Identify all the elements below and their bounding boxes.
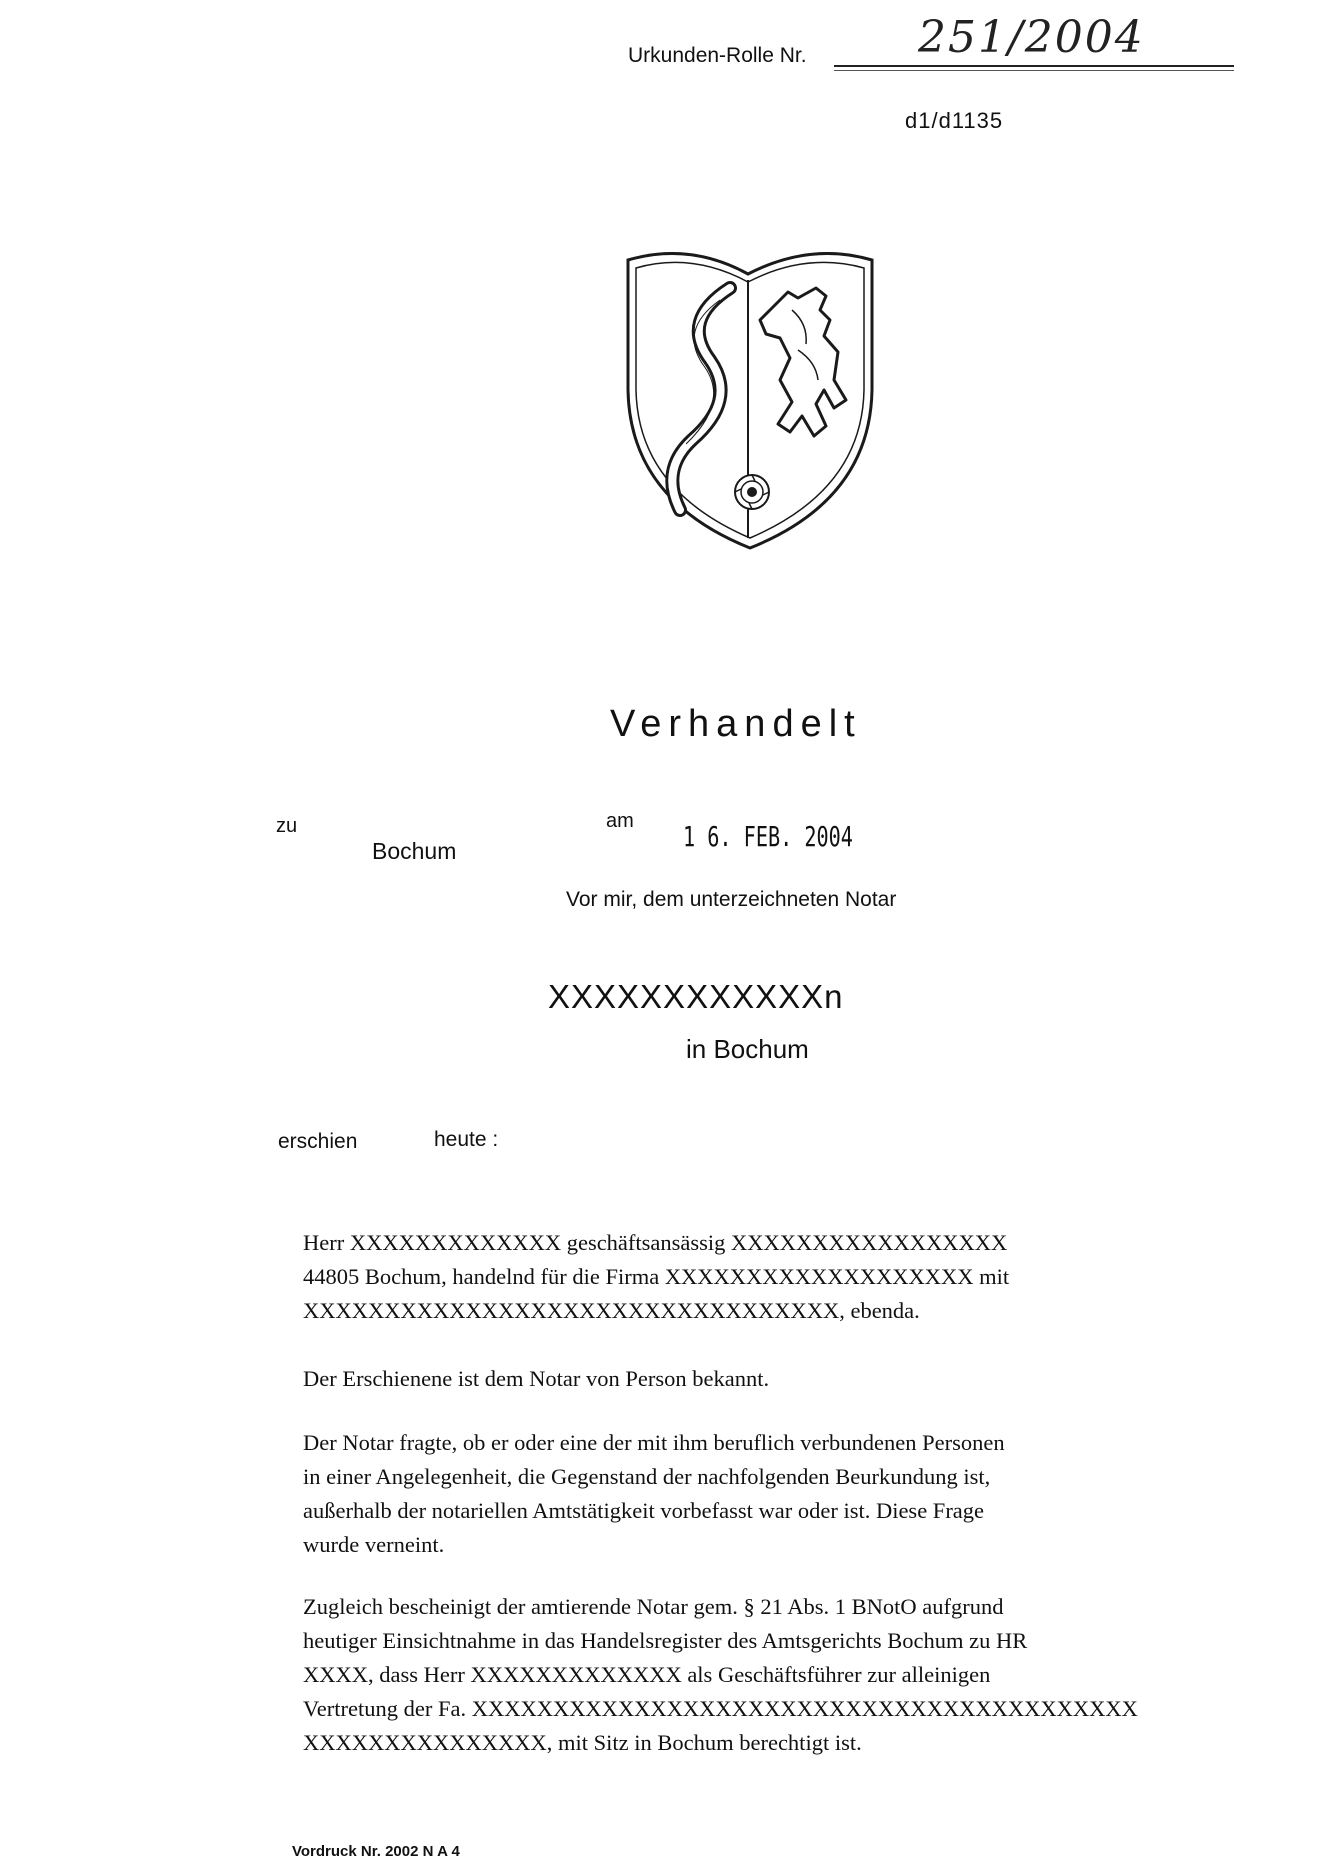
urkunden-rolle-number: 251/2004 (918, 12, 1145, 63)
text-line: außerhalb der notariellen Amtstätigkeit vorbefasst war oder ist. Diese Frage (303, 1498, 985, 1523)
paragraph-register-certificate (303, 1590, 1243, 1760)
form-number-footer: Vordruck Nr. 2002 N A 4 (292, 1843, 460, 1860)
notary-intro: Vor mir, dem unterzeichneten Notar (566, 888, 897, 911)
heute-label: heute : (434, 1128, 499, 1151)
paragraph-notary-question (303, 1426, 1243, 1562)
notary-city: in Bochum (686, 1034, 809, 1064)
document-title: Verhandelt (610, 703, 862, 745)
location-city: Bochum (372, 838, 457, 864)
text-line: XXXXXXXXXXXXXXXXXXXXXXXXXXXXXXXXX, ebenda. (303, 1298, 920, 1323)
text-line: heutiger Einsichtnahme in das Handelsregister des Amtsgerichts Bochum zu HR (303, 1628, 1028, 1653)
reference-code: d1/d1135 (905, 108, 1004, 133)
text-line: XXXX, dass Herr XXXXXXXXXXXXX als Geschäftsführer zur alleinigen (303, 1662, 991, 1687)
urkunden-rolle-underline-secondary (834, 70, 1234, 71)
text-line: 44805 Bochum, handelnd für die Firma XXXXXXXXXXXXXXXXXXX mit (303, 1264, 1010, 1289)
erschien-label: erschien (278, 1130, 358, 1153)
urkunden-rolle-label: Urkunden-Rolle Nr. (628, 44, 807, 67)
text-line: Der Notar fragte, ob er oder eine der mit ihm beruflich verbundenen Personen (303, 1430, 1005, 1455)
nrw-coat-of-arms-icon (620, 240, 880, 560)
text-line: Der Erschienene ist dem Notar von Person bekannt. (303, 1366, 770, 1391)
text-line: Vertretung der Fa. XXXXXXXXXXXXXXXXXXXXXXXXXXXXXXXXXXXXXXXXX (303, 1696, 1138, 1721)
urkunden-rolle-underline (834, 65, 1234, 67)
text-line: wurde verneint. (303, 1532, 445, 1557)
text-line: in einer Angelegenheit, die Gegenstand der nachfolgenden Beurkundung ist, (303, 1464, 991, 1489)
text-line: Zugleich bescheinigt der amtierende Notar gem. § 21 Abs. 1 BNotO aufgrund (303, 1594, 1004, 1619)
date-stamp: 1 6. FEB. 2004 (683, 820, 853, 853)
paragraph-identification (303, 1362, 1243, 1396)
notary-name: XXXXXXXXXXXXn (548, 978, 844, 1015)
am-label: am (606, 810, 634, 832)
paragraph-party (303, 1226, 1243, 1328)
text-line: Herr XXXXXXXXXXXXX geschäftsansässig XXXXXXXXXXXXXXXXX (303, 1230, 1008, 1255)
zu-label: zu (276, 815, 298, 837)
text-line: XXXXXXXXXXXXXXX, mit Sitz in Bochum berechtigt ist. (303, 1730, 862, 1755)
